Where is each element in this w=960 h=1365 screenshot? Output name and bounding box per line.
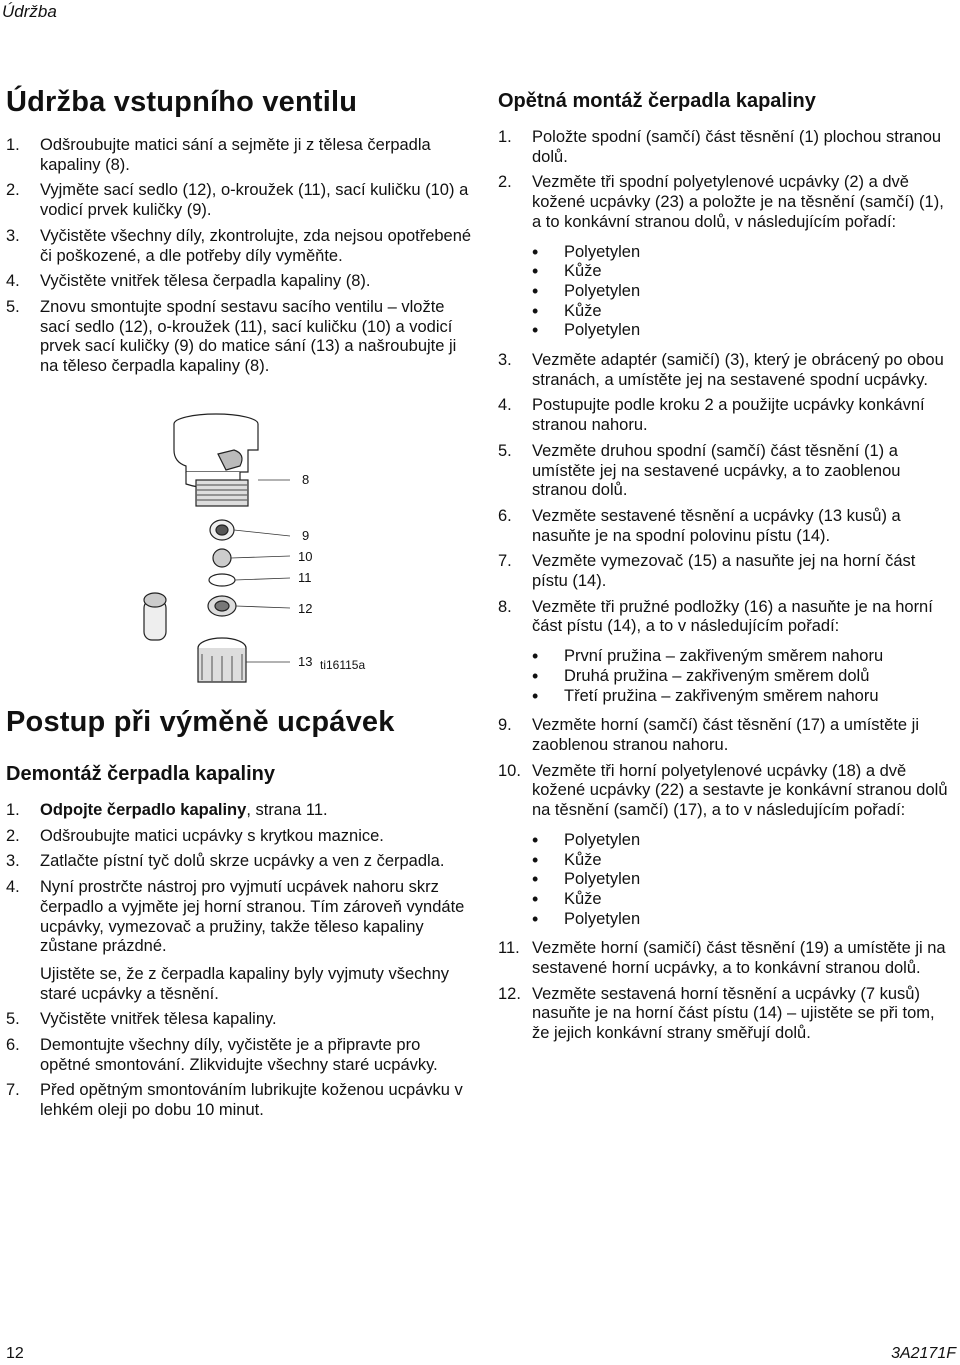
- step-text: Postupujte podle kroku 2 a použijte ucpávky konkávní stranou nahoru.: [532, 396, 925, 435]
- step-number: 1.: [6, 801, 20, 819]
- step-text: Vezměte sestavené těsnění a ucpávky (13 kusů) a nasuňte je na spodní polovinu pístu (14).: [532, 506, 901, 545]
- step-number: 6.: [498, 506, 512, 525]
- bullet-item: • Třetí pružina – zakřiveným směrem nahoru: [532, 687, 954, 707]
- step-item: [498, 762, 954, 930]
- step-text: Vyčistěte všechny díly, zkontrolujte, zda nejsou opotřebené či poškozené, a dle potřeby díly vyměňte.: [40, 226, 472, 265]
- section-title-packing-replacement: Postup při výměně ucpávek: [6, 706, 395, 738]
- figure-label-12: 12: [298, 601, 313, 616]
- step-number: 2.: [6, 826, 20, 845]
- step-number: 1.: [498, 128, 512, 146]
- step-text: Před opětným smontováním lubrikujte koženou ucpávku v lehkém oleji po dobu 10 minut.: [40, 1081, 463, 1120]
- bullet-item: • Kůže: [532, 262, 954, 282]
- step-number: 1.: [6, 136, 20, 154]
- section-title-reassembly: Opětná montáž čerpadla kapaliny: [498, 90, 816, 112]
- step-text: Demontujte všechny díly, vyčistěte je a připravte pro opětné smontování. Zlikvidujte všechny staré ucpávky.: [40, 1036, 438, 1074]
- step-number: 5.: [498, 441, 512, 460]
- step-text: Vezměte adaptér (samičí) (3), který je obrácený po obou stranách, a umístěte jej na sestavené spodní ucpávky.: [532, 351, 944, 389]
- step-item: [6, 298, 472, 377]
- step-number: 4.: [6, 272, 20, 291]
- bullet-list: [532, 243, 954, 342]
- step-item: [498, 396, 954, 435]
- step-text: Vyčistěte vnitřek tělesa kapaliny.: [40, 1010, 277, 1029]
- step-item: [6, 801, 472, 821]
- step-number: 11.: [498, 939, 520, 958]
- figure-label-13: 13: [298, 654, 313, 669]
- step-text: Položte spodní (samčí) část těsnění (1) plochou stranou dolů.: [532, 128, 942, 166]
- bullet-item: • Polyetylen: [532, 282, 954, 302]
- bullet-item: • Kůže: [532, 890, 954, 910]
- bullet-item: • První pružina – zakřiveným směrem nahoru: [532, 647, 954, 667]
- document-id: 3A2171F: [891, 1345, 956, 1362]
- step-number: 6.: [6, 1036, 20, 1055]
- bullet-item: • Polyetylen: [532, 870, 954, 890]
- figure-label-8: 8: [302, 472, 310, 487]
- page-number: 12: [6, 1345, 24, 1362]
- step-item: [498, 552, 954, 591]
- section-title-inlet-valve: Údržba vstupního ventilu: [6, 86, 358, 118]
- step-number: 5.: [6, 297, 20, 316]
- step-item: [498, 442, 954, 501]
- step-text: Vezměte vymezovač (15) a nasuňte jej na horní část pístu (14).: [532, 552, 916, 591]
- step-text: Vezměte tři spodní polyetylenové ucpávky (2) a dvě kožené ucpávky (23) a položte je na těsnění (samčí) (1), a to konkávní stranou dolů, v následujícím pořadí:: [532, 173, 944, 231]
- figure-label-10: 10: [298, 549, 313, 564]
- step-item: [6, 852, 472, 872]
- step-item: [498, 598, 954, 707]
- subsection-title-disassembly: Demontáž čerpadla kapaliny: [6, 763, 275, 785]
- step-number: 4.: [6, 878, 20, 897]
- step-text: Vezměte sestavená horní těsnění a ucpávky (7 kusů) nasuňte je na horní část pístu (14) – ujistěte se při tom, že jejich konkávní strany směřují dolů.: [532, 984, 935, 1043]
- step-number: 12.: [498, 984, 521, 1003]
- step-text: Odšroubujte matici ucpávky s krytkou maznice.: [40, 826, 384, 845]
- step-item: [6, 1036, 472, 1075]
- bullet-item: • Polyetylen: [532, 321, 954, 341]
- step-number: 3.: [6, 852, 20, 871]
- figure-id: ti16115a: [320, 658, 366, 672]
- step-bold-text: Odpojte čerpadlo kapaliny: [40, 801, 247, 819]
- step-note: Ujistěte se, že z čerpadla kapaliny byly vyjmuty všechny staré ucpávky a těsnění.: [40, 964, 450, 1003]
- figure-label-9: 9: [302, 528, 310, 543]
- step-number: 2.: [6, 181, 20, 200]
- step-text: Vezměte druhou spodní (samčí) část těsnění (1) a umístěte jej na sestavené ucpávky, a to zaoblenou stranou dolů.: [532, 441, 901, 500]
- step-text: Vezměte horní (samčí) část těsnění (17) a umístěte ji zaoblenou stranou nahoru.: [532, 716, 919, 754]
- step-text: Odšroubujte matici sání a sejměte ji z tělesa čerpadla kapaliny (8).: [40, 136, 431, 174]
- step-item: [6, 272, 472, 292]
- step-text: Vezměte horní (samičí) část těsnění (19) a umístěte ji na sestavené horní ucpávky, a to konkávní stranou dolů.: [532, 939, 946, 978]
- step-number: 2.: [498, 173, 512, 192]
- step-text: Vezměte tři pružné podložky (16) a nasuňte je na horní část pístu (14), a to v následujícím pořadí:: [532, 597, 933, 636]
- bullet-list: [532, 831, 954, 930]
- step-text: Znovu smontujte spodní sestavu sacího ventilu – vložte sací sedlo (12), o-kroužek (11), sací kuličku (10) a vodicí prvek sací kuličky (9) do matice sání (13) a našroubujte ji na těleso čerpadla kapaliny (8).: [40, 297, 457, 376]
- step-text: Zatlačte pístní tyč dolů skrze ucpávky a ven z čerpadla.: [40, 852, 445, 871]
- step-item: [6, 878, 472, 1004]
- step-number: 3.: [498, 351, 512, 370]
- inlet-valve-figure: [130, 410, 390, 690]
- step-text: Vyjměte sací sedlo (12), o-kroužek (11), sací kuličku (10) a vodicí prvek kuličky (9).: [40, 181, 469, 220]
- bullet-item: • Polyetylen: [532, 831, 954, 851]
- figure-label-11: 11: [298, 570, 312, 585]
- exploded-view-drawing: [130, 410, 390, 690]
- step-item: [498, 939, 954, 978]
- step-number: 3.: [6, 226, 20, 245]
- bullet-item: • Druhá pružina – zakřiveným směrem dolů: [532, 667, 954, 687]
- step-item: [6, 1081, 472, 1120]
- disassembly-steps: [6, 801, 472, 1127]
- step-number: 8.: [498, 597, 512, 616]
- step-item: [6, 181, 472, 220]
- step-item: [498, 716, 954, 755]
- step-item: [498, 507, 954, 546]
- step-number: 7.: [6, 1081, 20, 1100]
- reassembly-steps: [498, 128, 954, 1050]
- step-number: 7.: [498, 552, 512, 571]
- step-text: Nyní prostrčte nástroj pro vyjmutí ucpávek nahoru skrz čerpadlo a vyjměte jej horní stranou. Tím zároveň vyndáte ucpávky, vymezovač a pružiny, takže těleso kapaliny zůstane prázdné.: [40, 878, 465, 956]
- step-text: Vyčistěte vnitřek tělesa čerpadla kapaliny (8).: [40, 272, 371, 291]
- bullet-item: • Kůže: [532, 302, 954, 322]
- step-item: [6, 1010, 472, 1030]
- step-item: [498, 351, 954, 390]
- bullet-item: • Kůže: [532, 851, 954, 871]
- step-item: [6, 136, 472, 175]
- step-text: , strana 11.: [246, 801, 328, 819]
- step-item: [6, 827, 472, 847]
- step-number: 5.: [6, 1010, 20, 1029]
- step-item: [6, 227, 472, 266]
- step-item: [498, 173, 954, 341]
- bullet-item: • Polyetylen: [532, 910, 954, 930]
- step-number: 9.: [498, 716, 512, 735]
- bullet-list: [532, 647, 954, 706]
- running-header: Údržba: [2, 2, 57, 21]
- step-number: 10.: [498, 761, 521, 780]
- step-text: Vezměte tři horní polyetylenové ucpávky (18) a dvě kožené ucpávky (22) a sestavte je konkávní stranou dolů na těsnění (samčí) (17), a to v následujícím pořadí:: [532, 761, 948, 820]
- bullet-item: • Polyetylen: [532, 243, 954, 263]
- step-number: 4.: [498, 396, 512, 415]
- step-item: [498, 128, 954, 167]
- inlet-valve-steps: [6, 136, 472, 383]
- step-item: [498, 985, 954, 1044]
